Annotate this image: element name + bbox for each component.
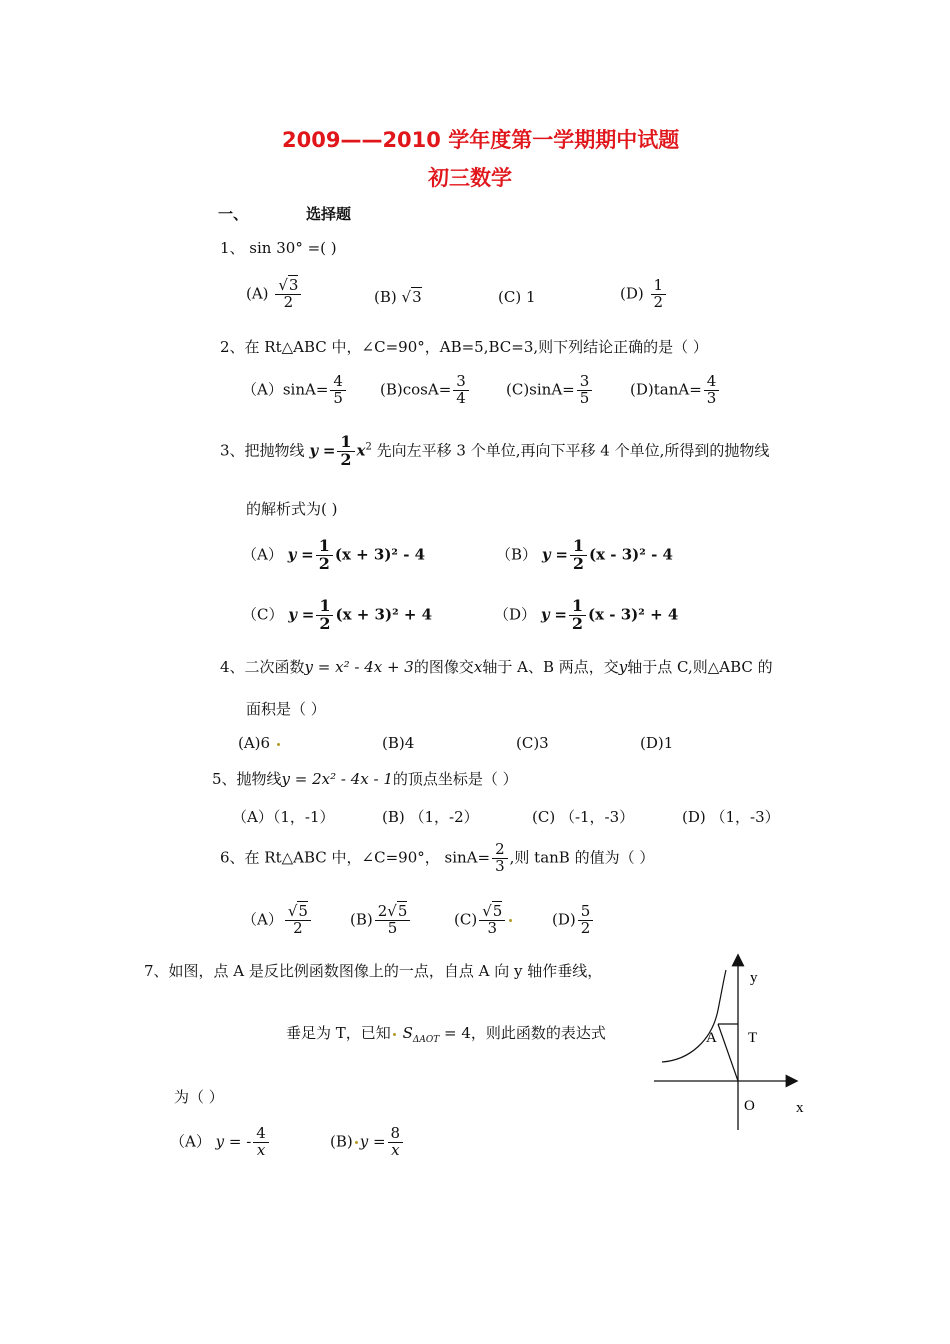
q5-option-b: (B) （1，-2）	[382, 808, 479, 826]
q1-option-d-label: (D)	[620, 284, 644, 303]
origin-label: O	[744, 1098, 755, 1114]
q7-stem-line2: 垂足为 T，已知 $S_{\Delta AOT} = 4$，则此函数的表达式	[286, 1024, 606, 1045]
q3-option-d: （D） y = $\frac{1}{2}$ (x - 3)² + 4	[494, 596, 679, 633]
q1-option-b-label: (B)	[374, 288, 397, 306]
q4-stem: 4、二次函数y = x² - 4x + 3的图像交x轴于 A、B 两点，交y轴于点 C,则△ABC 的	[220, 658, 773, 676]
q7-stem-line3: 为（ ）	[174, 1088, 224, 1106]
q4-option-a: (A)6	[238, 734, 282, 752]
q2-stem: 2、在 Rt△ABC 中，∠C=90°，AB=5,BC=3,则下列结论正确的是（ ）	[220, 338, 708, 356]
q7-option-b: (B) y = $\frac{8}{x}$	[330, 1126, 405, 1159]
q6-option-d: (D) $\frac{5}{2}$	[552, 904, 595, 937]
section-label: 选择题	[306, 205, 352, 223]
q3-option-c: （C） y = $\frac{1}{2}$ (x + 3)² + 4	[242, 596, 433, 633]
q1-option-b: (B) √3	[374, 288, 422, 306]
q1-stem: 1、 sin 30° =( )	[220, 239, 337, 257]
q6-option-a: （A） $\frac{√5}{2}$	[242, 904, 313, 937]
section-number: 一、	[218, 205, 249, 223]
point-a-label: A	[706, 1030, 717, 1046]
segment-ao	[718, 1024, 738, 1081]
point-t-label: T	[748, 1030, 758, 1046]
q4-option-d: (D)1	[640, 734, 674, 752]
q5-option-a: （A）（1，-1）	[232, 808, 335, 826]
q6-option-b: (B) $\frac{2√5}{5}$	[350, 904, 412, 937]
exam-subtitle: 初三数学	[428, 166, 512, 190]
q1-option-d: (D) $\frac{1}{2}$	[620, 278, 668, 311]
q3-stem: 3、把抛物线 y = $\frac{1}{2}$ $x^2$ 先向左平移 3 个单位,再向下平移 4 个单位,所得到的抛物线	[220, 432, 770, 469]
hyperbola-curve	[662, 970, 726, 1062]
q5-option-d: (D) （1，-3）	[682, 808, 780, 826]
q3-stem-line2: 的解析式为( )	[246, 500, 338, 518]
q2-option-b: (B)cosA= $\frac{3}{4}$	[380, 374, 471, 407]
q4-option-b: (B)4	[382, 734, 415, 752]
q5-option-c: (C) （-1，-3）	[532, 808, 635, 826]
stray-mark	[277, 743, 280, 746]
q2-option-c: (C)sinA= $\frac{3}{5}$	[506, 374, 594, 407]
q2-option-d: (D)tanA= $\frac{4}{3}$	[630, 374, 721, 407]
q7-figure	[650, 950, 820, 1140]
q1-options	[246, 278, 303, 311]
q6-option-c: (C) $\frac{√5}{3}$	[454, 904, 514, 937]
q7-stem-line1: 7、如图，点 A 是反比例函数图像上的一点，自点 A 向 y 轴作垂线，	[144, 962, 603, 980]
y-axis-label: y	[750, 970, 758, 986]
q3-option-a: （A） y = $\frac{1}{2}$ (x + 3)² - 4	[242, 536, 426, 573]
x-axis-label: x	[796, 1100, 804, 1116]
q4-option-c: (C)3	[516, 734, 549, 752]
q4-stem-line2: 面积是（ ）	[246, 700, 326, 718]
q1-option-c	[498, 288, 536, 306]
q1-option-a-label: (A)	[246, 284, 269, 303]
q1-option-c-label: (C)	[498, 288, 522, 306]
q1-option-a-value: $\frac{√3}{2}$	[275, 278, 301, 311]
q1-option-c-value: 1	[525, 288, 536, 306]
q2-option-a: （A）sinA= $\frac{4}{5}$	[242, 374, 348, 407]
q7-option-a: （A） y = - $\frac{4}{x}$	[170, 1126, 271, 1159]
q5-stem: 5、抛物线y = 2x² - 4x - 1的顶点坐标是（ ）	[212, 770, 518, 788]
exam-title: 2009——2010 学年度第一学期期中试题	[282, 128, 680, 152]
q3-option-b: （B） y = $\frac{1}{2}$ (x - 3)² - 4	[496, 536, 673, 573]
q6-stem: 6、在 Rt△ABC 中，∠C=90°， sinA= $\frac{2}{3}$ ,则 tanB 的值为（ ）	[220, 840, 655, 875]
